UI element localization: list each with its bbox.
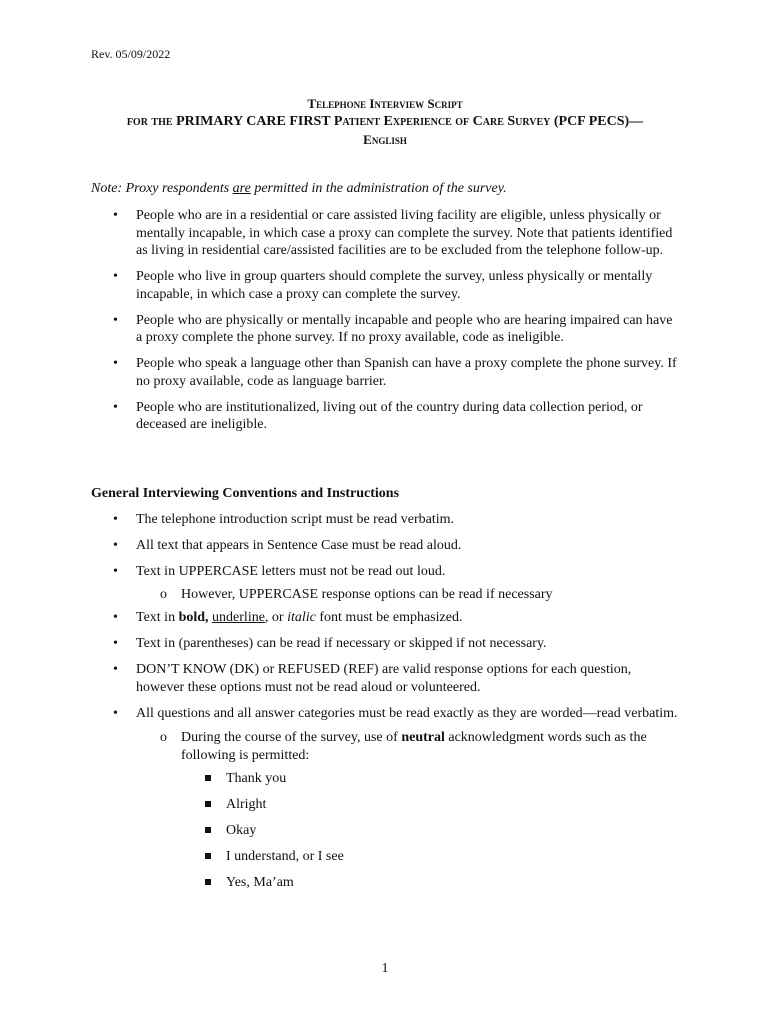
conventions-heading: General Interviewing Conventions and Instructions bbox=[91, 486, 400, 501]
sub-list-item bbox=[136, 586, 681, 604]
emphasis-suffix: font must be emphasized. bbox=[315, 610, 463, 625]
list-item bbox=[91, 635, 681, 653]
proxy-rules-list bbox=[91, 207, 681, 442]
bullet-icon: • bbox=[113, 610, 118, 625]
bullet-icon: • bbox=[113, 705, 118, 721]
list-item-text: People who are institutionalized, living out of the country during data collection period, or deceased are ineligible. bbox=[136, 399, 643, 432]
bullet-icon: • bbox=[113, 269, 118, 284]
list-item bbox=[91, 511, 681, 529]
list-item-text: All questions and all answer categories must be read exactly as they are worded—read verbatim. bbox=[136, 705, 678, 721]
sub-list bbox=[136, 586, 681, 604]
bullet-icon: • bbox=[113, 312, 118, 328]
square-bullet-icon bbox=[205, 827, 211, 833]
acknowledgment-words-list bbox=[181, 770, 681, 892]
list-item bbox=[91, 268, 681, 303]
ack-word-text: Yes, Ma’am bbox=[226, 875, 294, 890]
title-language: English bbox=[363, 132, 407, 147]
note-text-before: Note: Proxy respondents bbox=[91, 181, 233, 196]
bullet-icon: • bbox=[113, 208, 118, 223]
bullet-icon: • bbox=[113, 356, 118, 371]
page-number: 1 bbox=[381, 961, 389, 976]
document-title bbox=[80, 95, 690, 149]
bullet-icon: • bbox=[113, 512, 118, 527]
title-acronym: (PCF PECS)— bbox=[553, 114, 644, 129]
title-line-1: Telephone Interview Script bbox=[307, 96, 463, 111]
list-item bbox=[91, 399, 681, 434]
sub-list-item bbox=[136, 729, 681, 892]
bullet-icon: • bbox=[113, 564, 118, 579]
sub-list-item-text: However, UPPERCASE response options can be read if necessary bbox=[181, 586, 553, 602]
note-emphasis: are bbox=[232, 181, 251, 196]
ack-word-item bbox=[181, 822, 681, 840]
square-bullet-icon bbox=[205, 801, 211, 807]
sub-list bbox=[136, 729, 681, 892]
neutral-suffix: acknowledgment words such as the following is permitted: bbox=[181, 730, 647, 763]
list-item bbox=[91, 563, 681, 603]
title-survey-name: Patient Experience of Care Survey bbox=[333, 114, 551, 129]
list-item bbox=[91, 661, 681, 696]
title-prefix: for the bbox=[126, 114, 173, 129]
neutral-prefix: During the course of the survey, use of bbox=[181, 730, 402, 745]
list-item bbox=[91, 705, 681, 892]
underline-sample: underline bbox=[212, 610, 265, 625]
list-item-text: Text in UPPERCASE letters must not be read out loud. bbox=[136, 564, 446, 579]
ack-word-item bbox=[181, 874, 681, 892]
square-bullet-icon bbox=[205, 853, 211, 859]
list-item-text bbox=[136, 610, 462, 625]
italic-sample: italic bbox=[287, 610, 316, 625]
ack-word-item bbox=[181, 848, 681, 866]
ack-word-text: I understand, or I see bbox=[226, 849, 344, 864]
emphasis-prefix: Text in bbox=[136, 610, 179, 625]
ack-word-text: Alright bbox=[226, 797, 267, 812]
list-item-text: People who are in a residential or care assisted living facility are eligible, unless physically or mentally incapable, in which case a proxy can complete the survey. Note that patients identified as living in residential care/assisted facilities are to be excluded from the telephone follow-up. bbox=[136, 208, 673, 258]
list-item-text: All text that appears in Sentence Case must be read aloud. bbox=[136, 538, 462, 553]
title-program: PRIMARY CARE FIRST bbox=[176, 114, 331, 129]
square-bullet-icon bbox=[205, 775, 211, 781]
list-item-text: Text in (parentheses) can be read if necessary or skipped if not necessary. bbox=[136, 636, 547, 651]
bullet-icon: • bbox=[113, 538, 118, 553]
circle-bullet-icon: o bbox=[160, 586, 167, 602]
list-item-text: People who speak a language other than Spanish can have a proxy complete the phone survey. If no proxy available, code as language barrier. bbox=[136, 356, 677, 389]
list-item-text: People who are physically or mentally incapable and people who are hearing impaired can have a proxy complete the phone survey. If no proxy available, code as ineligible. bbox=[136, 312, 673, 345]
list-item bbox=[91, 312, 681, 347]
ack-word-item bbox=[181, 770, 681, 788]
list-item-text: The telephone introduction script must be read verbatim. bbox=[136, 512, 455, 527]
list-item-text: People who live in group quarters should complete the survey, unless physically or mentally incapable, in which case a proxy can complete the survey. bbox=[136, 269, 653, 302]
bullet-icon: • bbox=[113, 636, 118, 651]
circle-bullet-icon: o bbox=[160, 730, 167, 745]
list-item bbox=[91, 537, 681, 555]
list-item bbox=[91, 609, 681, 627]
conventions-list bbox=[91, 511, 681, 900]
bullet-icon: • bbox=[113, 662, 118, 677]
list-item-text: DON’T KNOW (DK) or REFUSED (REF) are valid response options for each question, however these options must not be read aloud or volunteered. bbox=[136, 662, 632, 695]
list-item bbox=[91, 355, 681, 390]
emphasis-separator: , or bbox=[264, 610, 288, 625]
revision-date: Rev. 05/09/2022 bbox=[91, 47, 171, 61]
ack-word-text: Thank you bbox=[226, 771, 287, 786]
note-text-after: permitted in the administration of the survey. bbox=[250, 181, 507, 196]
bold-sample: bold, bbox=[178, 610, 209, 625]
neutral-word: neutral bbox=[401, 730, 445, 745]
square-bullet-icon bbox=[205, 879, 211, 885]
title-line-2 bbox=[80, 113, 690, 131]
proxy-note bbox=[91, 181, 507, 197]
ack-word-item bbox=[181, 796, 681, 814]
bullet-icon: • bbox=[113, 399, 118, 415]
sub-list-item-text bbox=[181, 730, 647, 763]
ack-word-text: Okay bbox=[226, 823, 257, 838]
list-item bbox=[91, 207, 681, 260]
